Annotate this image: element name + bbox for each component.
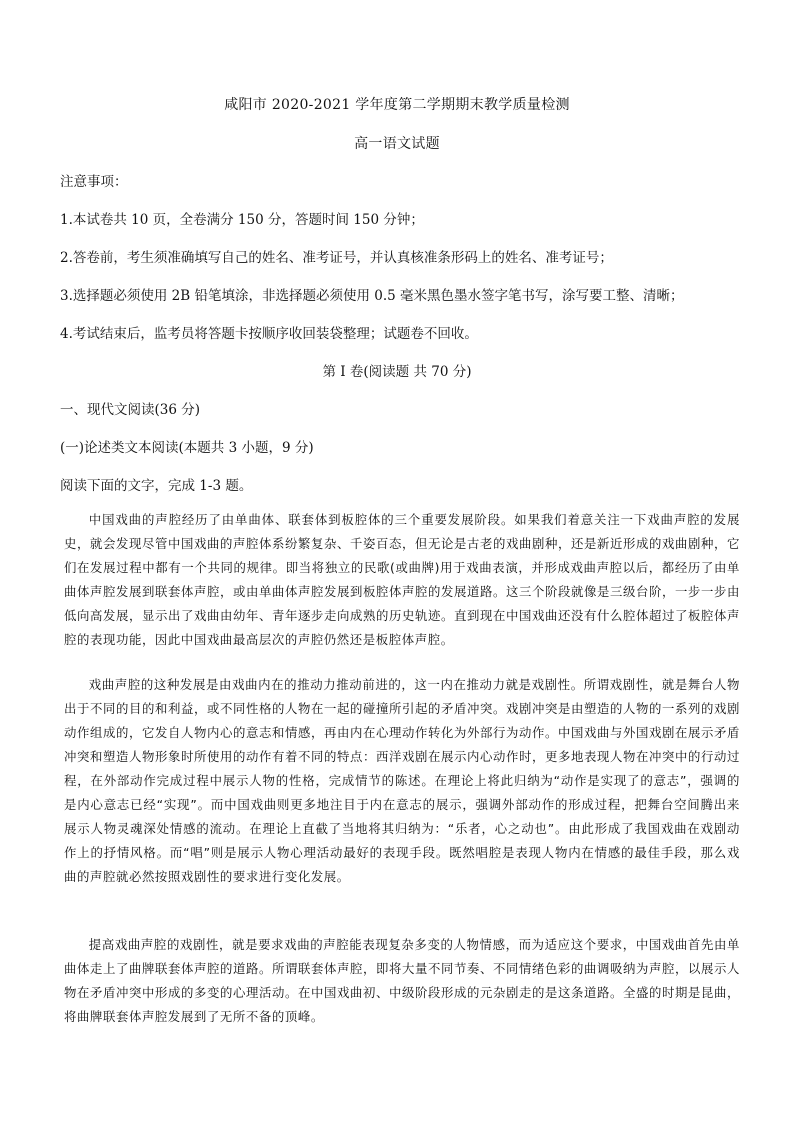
subsection-title: (一)论述类文本阅读(本题共 3 小题，9 分) xyxy=(60,440,314,456)
notice-item: 2.答卷前，考生须准确填写自己的姓名、准考证号，并认真核准条形码上的姓名、准考证号； xyxy=(60,250,613,266)
notice-item: 1.本试卷共 10 页，全卷满分 150 分，答题时间 150 分钟； xyxy=(60,212,424,228)
notice-item: 4.考试结束后，监考员将答题卡按顺序收回装袋整理；试题卷不回收。 xyxy=(60,326,478,342)
reading-instruction: 阅读下面的文字，完成 1-3 题。 xyxy=(60,478,253,494)
passage-paragraph: 戏曲声腔的这种发展是由戏曲内在的推动力推动前进的，这一内在推动力就是戏剧性。所谓戏剧性，就是舞台人物出于不同的目的和利益，或不同性格的人物在一起的碰撞所引起的矛盾冲突。戏剧冲突是由塑造的人物的一系列的戏剧动作组成的，它发自人物内心的意志和情感，再由内在心理动作转化为外部行为动作。中国戏曲与外国戏剧在展示矛盾冲突和塑造人物形象时所使用的动作有着不同的特点：西洋戏剧在展示内心动作时，更多地表现人物在冲突中的行动过程，在外部动作完成过程中展示人物的性格，完成情节的陈述。在理论上将此归纳为“动作是实现了的意志”，强调的是内心意志已经“实现”。而中国戏曲则更多地注目于内在意志的展示，强调外部动作的形成过程，把舞台空间腾出来展示人物灵魂深处情感的流动。在理论上直截了当地将其归纳为：“乐者，心之动也”。由此形成了我国戏曲在戏剧动作上的抒情风格。而“唱”则是展示人物心理活动最好的表现手段。既然唱腔是表现人物内在情感的最佳手段，那么戏曲的声腔就必然按照戏剧性的要求进行变化发展。 xyxy=(64,677,740,884)
volume-title: 第 I 卷(阅读题 共 70 分) xyxy=(322,364,472,380)
passage-paragraph: 提高戏曲声腔的戏剧性，就是要求戏曲的声腔能表现复杂多变的人物情感，而为适应这个要求，中国戏曲首先由单曲体走上了曲牌联套体声腔的道路。所谓联套体声腔，即将大量不同节奏、不同情绪色彩的曲调吸纳为声腔，以展示人物在矛盾冲突中形成的多变的心理活动。在中国戏曲初、中级阶段形成的元杂剧走的是这条道路。全盛的时期是昆曲，将曲牌联套体声腔发展到了无所不备的顶峰。 xyxy=(64,937,740,1024)
notice-heading: 注意事项： xyxy=(60,174,128,190)
subject-title: 高一语文试题 xyxy=(354,136,440,152)
exam-title: 咸阳市 2020-2021 学年度第二学期期末教学质量检测 xyxy=(224,97,570,113)
passage-paragraph: 中国戏曲的声腔经历了由单曲体、联套体到板腔体的三个重要发展阶段。如果我们着意关注一下戏曲声腔的发展史，就会发现尽管中国戏曲的声腔体系纷繁复杂、千姿百态，但无论是古老的戏曲剧种，还是新近形成的戏曲剧种，它们在发展过程中都有一个共同的规律。即当将独立的民歌(或曲牌)用于戏曲表演，并形成戏曲声腔以后，都经历了由单曲体声腔发展到联套体声腔，或由单曲体声腔发展到板腔体声腔的发展道路。这三个阶段就像是三级台阶，一步一步由低向高发展，显示出了戏曲由幼年、青年逐步走向成熟的历史轨迹。直到现在中国戏曲还没有什么腔体超过了板腔体声腔的表现功能，因此中国戏曲最高层次的声腔仍然还是板腔体声腔。 xyxy=(64,512,740,647)
notice-item: 3.选择题必须使用 2B 铅笔填涂，非选择题必须使用 0.5 毫米黑色墨水签字笔书写，涂写要工整、清晰； xyxy=(60,288,684,304)
section-title: 一、现代文阅读(36 分) xyxy=(60,402,201,418)
